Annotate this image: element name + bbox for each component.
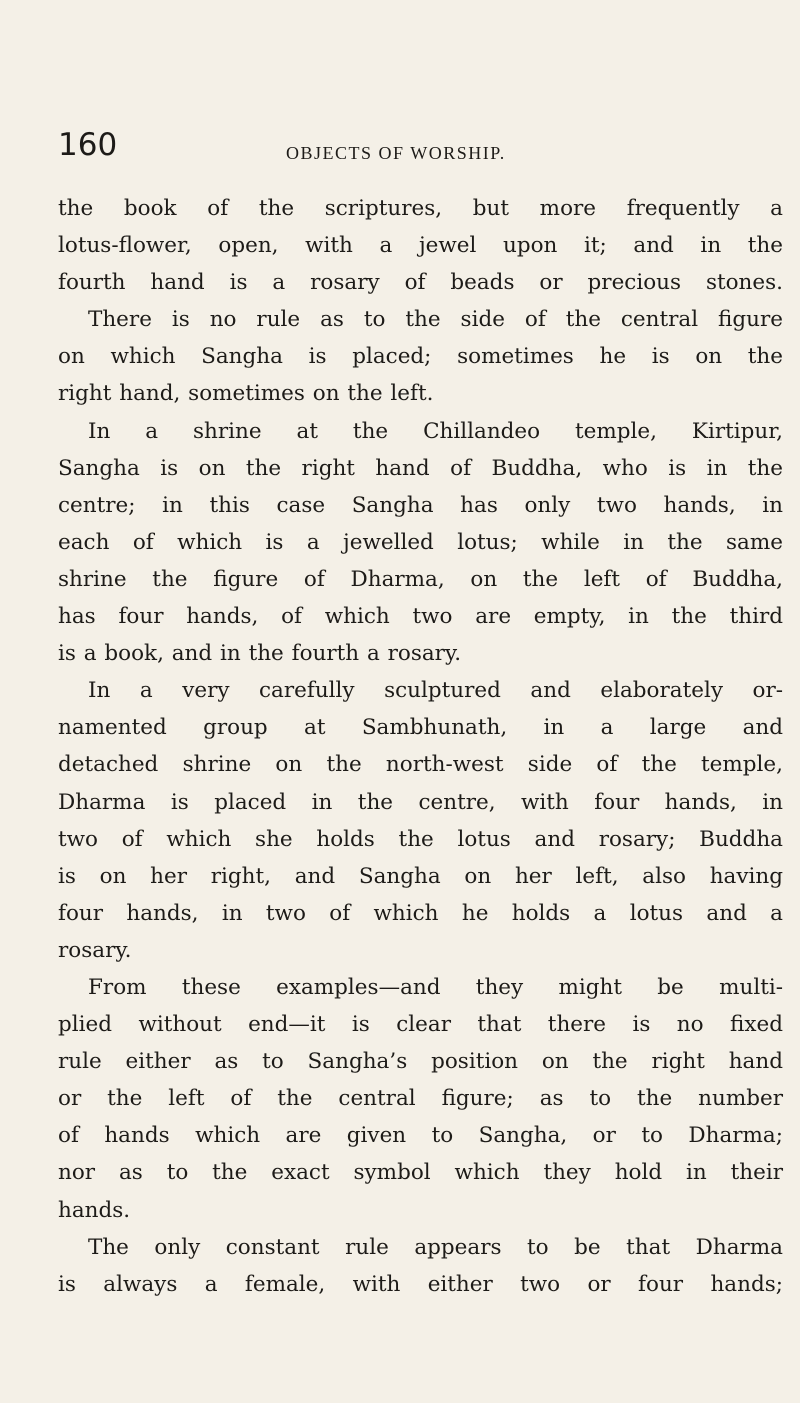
- text-line: right hand, sometimes on the left.: [58, 381, 434, 407]
- text-line: rule either as to Sangha’s position on the right hand: [58, 1049, 783, 1075]
- text-line: In a shrine at the Chillandeo temple, Kirtipur,: [88, 418, 783, 444]
- text-line: on which Sangha is placed; sometimes he is on the: [58, 344, 783, 370]
- text-line: plied without end—it is clear that there is no fixed: [58, 1012, 783, 1038]
- text-line: is always a female, with either two or four hands;: [58, 1271, 783, 1297]
- text-line: centre; in this case Sangha has only two hands, in: [58, 492, 783, 518]
- text-line: The only constant rule appears to be that Dharma: [88, 1234, 783, 1260]
- text-line: is on her right, and Sangha on her left, also having: [58, 863, 783, 889]
- text-line: rosary.: [58, 937, 132, 963]
- text-line: shrine the figure of Dharma, on the left of Buddha,: [58, 566, 783, 592]
- text-line: or the left of the central figure; as to the number: [58, 1086, 783, 1112]
- text-line: has four hands, of which two are empty, in the third: [58, 604, 783, 630]
- text-line: Sangha is on the right hand of Buddha, who is in the: [58, 455, 783, 481]
- text-line: In a very carefully sculptured and elaborately or-: [88, 678, 783, 704]
- text-line: lotus-flower, open, with a jewel upon it; and in the: [58, 233, 783, 259]
- text-line: namented group at Sambhunath, in a large and: [58, 715, 783, 741]
- text-line: four hands, in two of which he holds a lotus and a: [58, 900, 783, 926]
- text-line: two of which she holds the lotus and rosary; Buddha: [58, 826, 783, 852]
- page-header: [58, 127, 778, 170]
- text-line: fourth hand is a rosary of beads or precious stones.: [58, 270, 783, 296]
- running-title: OBJECTS OF WORSHIP.: [286, 143, 506, 163]
- text-line: detached shrine on the north-west side of the temple,: [58, 752, 783, 778]
- page-number: 160: [58, 127, 118, 163]
- text-line: of hands which are given to Sangha, or to Dharma;: [58, 1123, 783, 1149]
- text-line: hands.: [58, 1197, 131, 1223]
- text-line: There is no rule as to the side of the central figure: [88, 307, 783, 333]
- body-text: [58, 190, 783, 1303]
- text-line: is a book, and in the fourth a rosary.: [58, 641, 462, 667]
- text-line: the book of the scriptures, but more frequently a: [58, 196, 783, 221]
- text-line: From these examples—and they might be multi-: [88, 974, 783, 1000]
- text-line: Dharma is placed in the centre, with four hands, in: [58, 789, 783, 815]
- text-line: nor as to the exact symbol which they hold in their: [58, 1160, 783, 1186]
- text-line: each of which is a jewelled lotus; while in the same: [58, 529, 783, 555]
